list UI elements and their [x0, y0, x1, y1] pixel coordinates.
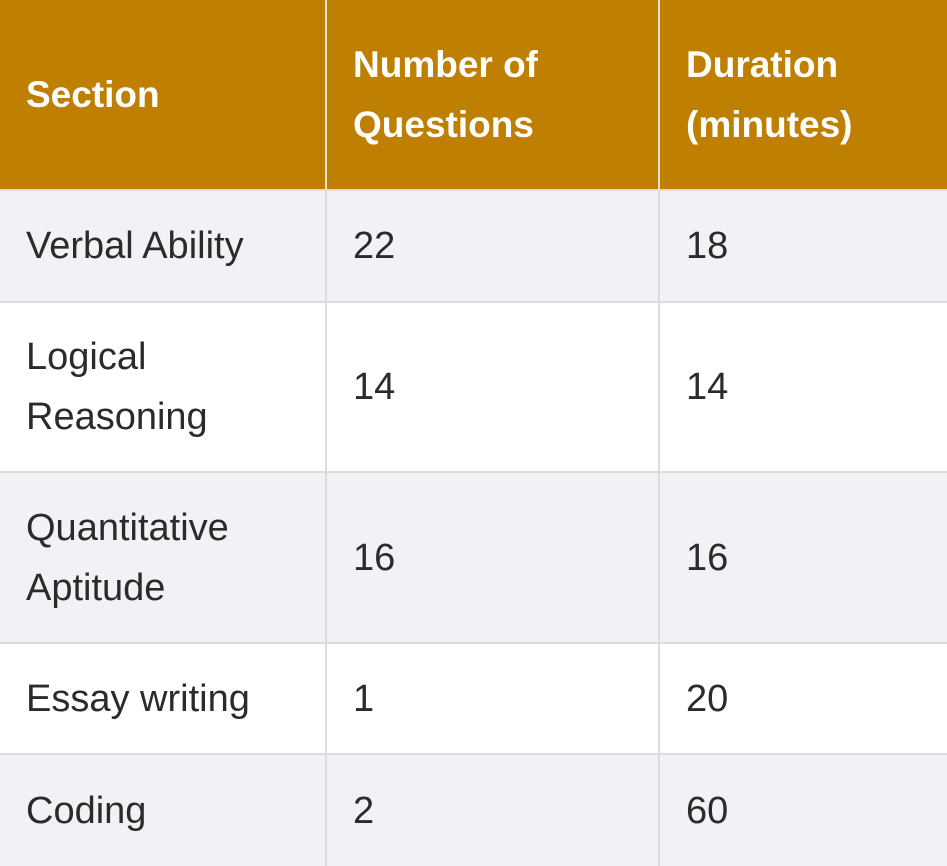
cell-questions: 16 — [326, 472, 659, 643]
table-row — [0, 643, 947, 754]
cell-section: Quantitative Aptitude — [0, 472, 326, 643]
cell-duration: 14 — [659, 302, 947, 472]
cell-section: Essay writing — [0, 643, 326, 754]
header-duration: Duration (minutes) — [659, 0, 947, 190]
cell-duration: 18 — [659, 190, 947, 302]
table-body — [0, 190, 947, 866]
cell-section: Logical Reasoning — [0, 302, 326, 472]
cell-questions: 22 — [326, 190, 659, 302]
cell-duration: 20 — [659, 643, 947, 754]
cell-duration: 16 — [659, 472, 947, 643]
cell-duration: 60 — [659, 754, 947, 866]
cell-section: Coding — [0, 754, 326, 866]
table-row — [0, 754, 947, 866]
header-section: Section — [0, 0, 326, 190]
cell-questions: 14 — [326, 302, 659, 472]
header-number-of-questions: Number of Questions — [326, 0, 659, 190]
cell-section: Verbal Ability — [0, 190, 326, 302]
cell-questions: 2 — [326, 754, 659, 866]
table-row — [0, 190, 947, 302]
table-row — [0, 472, 947, 643]
table-header — [0, 0, 947, 190]
table-row — [0, 302, 947, 472]
header-row — [0, 0, 947, 190]
cell-questions: 1 — [326, 643, 659, 754]
